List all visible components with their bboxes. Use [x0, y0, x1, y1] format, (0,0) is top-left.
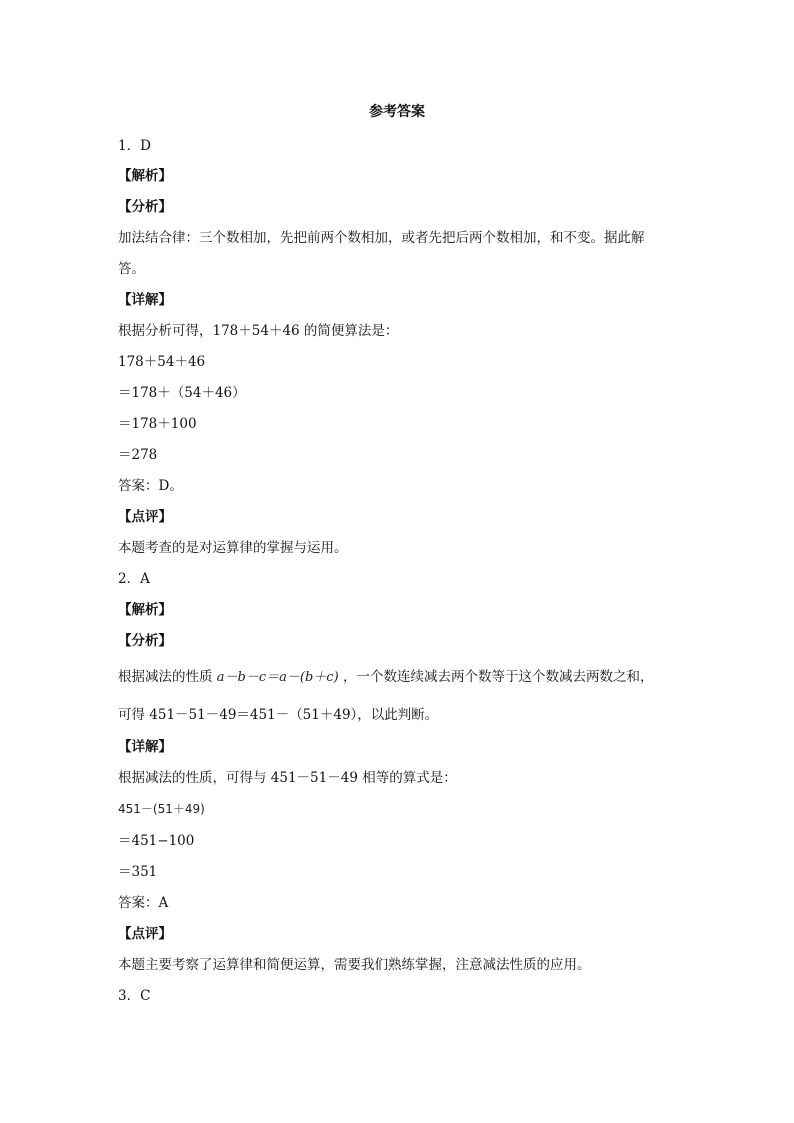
q1-fenxi-label: 【分析】: [118, 199, 172, 215]
q2-fenxi-label: 【分析】: [118, 633, 172, 649]
q1-dianping-text: 本题考查的是对运算律的掌握与运用。: [118, 540, 348, 556]
q1-answer: 1．D: [118, 138, 151, 154]
q1-step-1: 178＋54＋46: [118, 354, 206, 370]
q3-answer: 3．C: [118, 988, 151, 1004]
subtraction-property-formula: a－b－c＝a－(b＋c): [216, 670, 339, 685]
q2-step-3: ＝351: [118, 864, 158, 880]
q2-fenxi-suffix: ，一个数连续减去两个数等于这个数减去两数之和，: [342, 669, 654, 685]
q1-final-answer: 答案：D。: [118, 478, 183, 494]
q1-step-2: ＝178＋（54＋46）: [118, 385, 246, 401]
q1-step-3: ＝178＋100: [118, 416, 197, 432]
q1-xiangjie-intro: 根据分析可得，178＋54＋46 的简便算法是：: [118, 323, 399, 339]
q1-fenxi-text: 加法结合律：三个数相加，先把前两个数相加，或者先把后两个数相加，和不变。据此解答。: [118, 230, 645, 277]
q1-step-4: ＝278: [118, 447, 158, 463]
page-title: 参考答案: [369, 104, 425, 120]
q1-xiangjie-label: 【详解】: [118, 292, 172, 308]
q2-fenxi-prefix: 根据减法的性质: [118, 669, 213, 685]
q2-xiangjie-intro: 根据减法的性质，可得与 451－51－49 相等的算式是：: [118, 770, 457, 786]
q2-fenxi-line-1: [118, 667, 678, 688]
q2-dianping-text: 本题主要考察了运算律和简便运算，需要我们熟练掌握，注意减法性质的应用。: [118, 957, 591, 973]
q2-dianping-label: 【点评】: [118, 926, 172, 942]
q2-step-2: ＝451−100: [118, 833, 195, 849]
q2-answer: 2．A: [118, 571, 150, 587]
q1-dianping-label: 【点评】: [118, 509, 172, 525]
q2-fenxi-line-2: 可得 451－51－49＝451－（51＋49），以此判断。: [118, 707, 439, 723]
q2-jiexi-label: 【解析】: [118, 602, 172, 618]
q2-step-1: 451－(51＋49): [118, 802, 205, 816]
q1-jiexi-label: 【解析】: [118, 168, 172, 184]
q2-xiangjie-label: 【详解】: [118, 739, 172, 755]
q2-final-answer: 答案：A: [118, 895, 169, 911]
